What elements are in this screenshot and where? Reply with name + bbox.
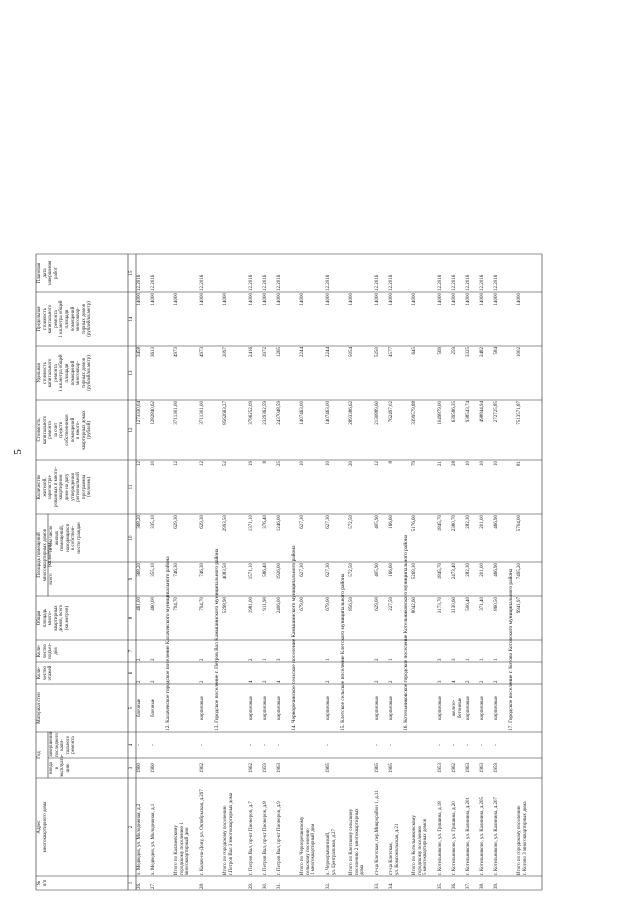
row-res: 405,90: [375, 515, 380, 529]
row-entrances: 3: [452, 658, 457, 661]
row-cost: 1407463,00: [326, 401, 331, 425]
row-max: 14000: [452, 293, 457, 306]
row-total: 461,00: [137, 597, 142, 611]
row-floors: 4: [249, 680, 254, 683]
row-repair: -: [151, 744, 156, 746]
total-row-unit: 4973: [174, 347, 179, 357]
row-floors: 2: [389, 680, 394, 683]
row-entrances: 3: [438, 658, 443, 661]
row-res: 201,00: [480, 515, 485, 529]
row-repair: -: [326, 744, 331, 746]
row-material: кирпичные: [438, 696, 443, 720]
row-repair: -: [137, 744, 142, 746]
total-row-area: 572,50: [349, 563, 354, 577]
row-repair: -: [277, 744, 282, 746]
row-people: 10: [494, 461, 499, 466]
row-total: 794,70: [200, 597, 205, 611]
row-material: кирпичные: [249, 696, 254, 720]
row-max: 14000: [480, 293, 485, 306]
row-year: 1962: [200, 763, 205, 773]
row-address: г. Котельниково, ул. Калинина, д.207: [494, 796, 499, 875]
header-total-area: Общая площадь много- квартирных домов, всего (кв.метров): [37, 604, 70, 632]
row-floors: 2: [480, 680, 485, 683]
row-entrances: 1: [480, 658, 485, 661]
row-area: 1926,00: [277, 563, 282, 580]
total-row-cost: 1407463,00: [300, 401, 305, 425]
row-entrances: 2: [249, 658, 254, 661]
row-year: 1965: [326, 763, 331, 773]
row-material: кирпичные: [277, 696, 282, 720]
row-repair: -: [452, 744, 457, 746]
row-people: 21: [438, 461, 443, 466]
page-number: 5: [12, 449, 24, 455]
row-total: 679,00: [326, 597, 331, 611]
row-year: 1963: [480, 763, 485, 773]
row-repair: -: [389, 744, 394, 746]
section-heading: 12. Калачевское городское поселение Калачевского муниципального района: [165, 556, 171, 731]
total-row-res: 629,30: [174, 515, 179, 529]
total-row-area: 627,30: [300, 563, 305, 577]
total-row-res: 572,50: [349, 515, 354, 529]
row-total: 1981,00: [249, 597, 254, 614]
row-people: 8: [389, 461, 394, 464]
column-number: 9: [129, 577, 134, 581]
row-num: 38.: [480, 882, 485, 889]
header-address: Адрес многоквартирного дома: [37, 801, 48, 853]
row-address: х. Чернорычинский, ул. Центральная, д.27: [326, 828, 337, 875]
row-max: 14000: [466, 293, 471, 306]
header-material: Материал стен: [37, 692, 42, 724]
row-address: х. Медведев, ул. Молодежная, д.2: [137, 803, 142, 875]
header-year-commission: ввода в эксплуата- цию: [49, 754, 71, 777]
row-unit: 4577: [389, 347, 394, 357]
section-heading: 15. Клетское сельское поселение Клетского муниципального района: [340, 573, 346, 731]
row-cost: 498844,94: [480, 401, 485, 423]
row-res: 368,20: [137, 515, 142, 529]
row-total: 860,50: [494, 597, 499, 611]
total-row-res: 5176,60: [412, 515, 417, 532]
total-row-total: 856,50: [349, 597, 354, 611]
row-date: 12.2016: [263, 274, 268, 291]
total-row-total: 679,00: [300, 597, 305, 611]
row-repair: -: [249, 744, 254, 746]
column-number: 6: [129, 671, 134, 675]
row-entrances: 3: [277, 658, 282, 661]
row-floors: 4: [277, 680, 282, 683]
row-people: 8: [263, 461, 268, 464]
total-row-address: Итого по Клетскому сельскому поселению 2 многоквартирных дома: [349, 808, 366, 875]
total-row-res: 627,30: [300, 515, 305, 529]
column-number: 8: [129, 616, 134, 620]
row-cost: 639586,35: [452, 401, 457, 423]
header-premises-area: Площадь помещений многоквартирных домов (кв.метров): [37, 528, 54, 582]
header-cost: Стоимость капитального ремонта за счет средств собственников помещений в много- квартирных домах (рублей): [37, 410, 93, 450]
row-material: кирпичные: [389, 696, 394, 720]
row-material: кирпичные: [263, 696, 268, 720]
row-year: 1960: [137, 763, 142, 773]
row-entrances: 1: [263, 658, 268, 661]
row-max: 14000: [375, 293, 380, 306]
header-entrances: Коли- чество подъез- дов: [37, 642, 59, 660]
total-row-total: 9941,97: [517, 597, 522, 614]
row-res: 1371,10: [249, 515, 254, 532]
row-cost: 1282840,62: [151, 401, 156, 425]
row-num: 28.: [200, 882, 205, 889]
row-total: 371,40: [480, 597, 485, 611]
row-repair: -: [494, 744, 499, 746]
row-date: 12.2016: [389, 274, 394, 291]
row-area: 627,30: [326, 563, 331, 577]
row-material: блочные: [137, 698, 142, 718]
row-num: 39.: [494, 882, 499, 889]
row-year: 1962: [452, 763, 457, 773]
row-floors: 2: [137, 680, 142, 683]
row-date: 12.2016: [438, 274, 443, 291]
row-area: 368,20: [137, 563, 142, 577]
row-address: ст-ца Клетская, ул. Комсомольская, д.21: [389, 823, 400, 875]
row-area: 166,60: [389, 563, 394, 577]
row-date: 12.2016: [375, 274, 380, 291]
header-num: № п/п: [37, 879, 48, 887]
row-entrances: 1: [326, 658, 331, 661]
row-total: 506,40: [466, 597, 471, 611]
row-people: 28: [452, 461, 457, 466]
row-area: 2473,40: [452, 563, 457, 580]
row-repair: -: [438, 744, 443, 746]
row-material: кирпичные: [466, 696, 471, 720]
total-row-unit: 5054: [349, 347, 354, 357]
total-row-people: 12: [174, 461, 179, 466]
row-max: 14000: [494, 293, 499, 306]
row-total: 629,00: [375, 597, 380, 611]
column-number: 3: [129, 766, 134, 770]
row-unit: 1265: [277, 347, 282, 357]
row-area: 746,30: [200, 563, 205, 577]
total-row-people: 52: [223, 461, 228, 466]
header-max-cost: Предельная стоимость капитального ремонта 1 кв.метра общей площади помещений многоквар- тирных домов (рублей/кв.метр): [37, 300, 93, 338]
total-row-total: 8042,60: [412, 597, 417, 614]
row-area: 355,10: [151, 563, 156, 577]
row-total: 2406,00: [277, 597, 282, 614]
row-address: ст-ца Клетская, пер.Микрорайон 1, д.11: [375, 790, 380, 875]
row-max: 14000: [326, 293, 331, 306]
column-number: 13: [129, 370, 134, 376]
row-material: кирпичные: [480, 696, 485, 720]
total-row-area: 5269,30: [412, 563, 417, 580]
header-floors: Коли- чество этажей: [37, 665, 54, 681]
row-max: 14000: [151, 293, 156, 306]
row-repair: -: [375, 744, 380, 746]
total-row-people: 81: [517, 461, 522, 466]
column-number: 12: [129, 427, 134, 433]
total-row-total: 5298,90: [223, 597, 228, 614]
row-material: кирпичные: [200, 696, 205, 720]
column-number: 1: [129, 881, 134, 885]
row-people: 10: [326, 461, 331, 466]
total-row-address: Итого по Черноречинскому сельскому поселению 1 многоквартирный дом: [300, 816, 317, 875]
row-date: 12.2016: [326, 274, 331, 291]
row-max: 14000: [249, 293, 254, 306]
row-unit: 3458: [137, 347, 142, 357]
row-cost: 3796252,09: [249, 401, 254, 425]
row-max: 14000: [389, 293, 394, 306]
section-heading: 13. Городское поселение г. Петров Вал Камышинского муниципального района: [214, 548, 220, 731]
row-repair: -: [480, 744, 485, 746]
row-res: 282,30: [466, 515, 471, 529]
row-address: г. Петров Вал, пр-кт Пионеров, д.9: [277, 801, 282, 875]
row-cost: 272725,85: [494, 401, 499, 423]
row-num: 30.: [263, 882, 268, 889]
total-row-unit: 2097: [223, 347, 228, 357]
row-material: кирпичные: [326, 696, 331, 720]
row-address: г. Котельниково, ул. Калинина, д.201: [466, 796, 471, 875]
row-address: г. Котельниково, ул. Калинина, д.205: [480, 796, 485, 875]
total-row-res: 2993,50: [223, 515, 228, 532]
row-floors: 4: [452, 680, 457, 683]
row-year: 1953: [438, 763, 443, 773]
row-unit: 2482: [480, 347, 485, 357]
row-entrances: 1: [466, 658, 471, 661]
row-entrances: 1: [389, 658, 394, 661]
row-floors: 2: [375, 680, 380, 683]
row-date: 12.2016: [137, 274, 142, 291]
section-heading: 17. Городское поселение г. Котово Котовского муниципального района: [508, 568, 514, 731]
row-num: 36.: [452, 882, 457, 889]
row-unit: 4973: [200, 347, 205, 357]
row-year: 1963: [277, 763, 282, 773]
rotated-register-table: [36, 15, 628, 890]
total-row-address: Итого по городскому поселению г.Петров Вал 3 многоквартирных дома: [223, 792, 234, 875]
row-unit: 3325: [466, 347, 471, 357]
row-num: 35.: [438, 882, 443, 889]
row-year: 1960: [151, 763, 156, 773]
row-cost: 1049879,00: [438, 401, 443, 425]
row-num: 26.: [137, 882, 142, 889]
row-area: 1845,70: [438, 563, 443, 580]
header-year: Год: [37, 751, 42, 759]
row-entrances: 2: [151, 658, 156, 661]
total-row-unit: 1002: [517, 347, 522, 357]
row-people: 25: [277, 461, 282, 466]
row-entrances: 2: [375, 658, 380, 661]
row-area: 282,30: [466, 563, 471, 577]
row-area: 466,90: [494, 563, 499, 577]
row-num: 27.: [151, 882, 156, 889]
row-area: 1571,10: [249, 563, 254, 580]
column-number: 11: [129, 484, 134, 490]
row-date: 12.2016: [466, 274, 471, 291]
total-row-max: 14000: [517, 293, 522, 306]
row-entrances: 2: [137, 658, 142, 661]
row-people: 10: [480, 461, 485, 466]
row-entrances: 1: [494, 658, 499, 661]
row-unit: 5250: [375, 347, 380, 357]
row-total: 3130,60: [452, 597, 457, 614]
total-row-address: Итого по городскому поселению г. Котово 3 многоквартирных дома: [517, 801, 528, 875]
total-row-max: 14000: [174, 293, 179, 306]
header-year-repair: завершения последнего капи- тального ремонта: [49, 732, 77, 757]
row-total: 227,50: [389, 597, 394, 611]
row-address: г. Петров Вал, пр-кт Пионеров, д.8: [263, 801, 268, 875]
row-address: х. Медведев, ул. Молодежная, д.1: [151, 803, 156, 875]
row-res: 335,10: [151, 515, 156, 529]
total-row-total: 794,70: [174, 597, 179, 611]
total-row-people: 20: [349, 461, 354, 466]
total-row-address: Итого по Калачевскому городскому поселению 1 многоквартирный дом: [174, 822, 191, 875]
row-people: 19: [249, 461, 254, 466]
row-repair: -: [200, 744, 205, 746]
row-res: 1246,00: [277, 515, 282, 532]
row-year: 1959: [263, 763, 268, 773]
total-row-unit: 645: [412, 347, 417, 355]
total-row-cost: 2893386,62: [349, 401, 354, 425]
row-res: 629,30: [200, 515, 205, 529]
total-row-people: 79: [412, 461, 417, 466]
row-num: 34.: [389, 882, 394, 889]
column-number: 15: [129, 270, 134, 276]
row-unit: 2244: [326, 347, 331, 357]
row-res: 2380,70: [452, 515, 457, 532]
row-max: 14000: [277, 293, 282, 306]
row-date: 12.2016: [249, 274, 254, 291]
header-area-all: всего: [49, 573, 54, 585]
total-row-max: 14000: [300, 293, 305, 306]
row-people: 12: [200, 461, 205, 466]
total-row-cost: 8562663,27: [223, 401, 228, 425]
row-date: 12.2016: [480, 274, 485, 291]
row-cost: 762497,02: [389, 401, 394, 423]
header-plan-date: Плановая дата завершения работ: [37, 260, 59, 286]
row-res: 376,40: [263, 515, 268, 529]
row-people: 12: [137, 461, 142, 466]
header-area-residential: в том числе жилых помещений, находящихся в собствен- ности граждан: [49, 522, 82, 554]
column-number: 2: [129, 825, 134, 829]
row-repair: -: [263, 744, 268, 746]
row-num: 32.: [326, 882, 331, 889]
row-date: 12.2016: [452, 274, 457, 291]
row-floors: 2: [326, 680, 331, 683]
row-material: блочные: [151, 698, 156, 718]
row-max: 14000: [263, 293, 268, 306]
total-row-unit: 2244: [300, 347, 305, 357]
total-row-res: 5704,00: [517, 515, 522, 532]
total-row-people: 10: [300, 461, 305, 466]
row-max: 14000: [438, 293, 443, 306]
total-row-cost: 3711301,00: [174, 401, 179, 425]
column-number: 5: [129, 706, 134, 710]
row-area: 586,40: [263, 563, 268, 577]
row-people: 12: [375, 461, 380, 466]
row-num: 33.: [375, 882, 380, 889]
row-year: 1965: [375, 763, 380, 773]
row-total: 911,90: [263, 597, 268, 611]
row-material: железо- бетонные: [452, 697, 463, 719]
row-address: г. Котельниково, ул. Гришина, д.18: [438, 801, 443, 875]
row-date: 12.2016: [200, 274, 205, 291]
total-row-cost: 3399579,88: [412, 401, 417, 425]
row-entrances: 2: [200, 658, 205, 661]
column-number: 10: [129, 535, 134, 541]
total-row-max: 14000: [349, 293, 354, 306]
row-unit: 2416: [249, 347, 254, 357]
row-address: г. Петров Вал, пр-кт Пионеров, д.7: [249, 801, 254, 875]
row-res: 627,30: [326, 515, 331, 529]
row-res: 1845,70: [438, 515, 443, 532]
row-cost: 2437048,59: [277, 401, 282, 425]
row-cost: 2329362,59: [263, 401, 268, 425]
total-row-max: 14000: [412, 293, 417, 306]
row-address: г. Калач-на-Дону, ул. Октябрьская, д.297: [200, 789, 205, 875]
row-num: 31.: [277, 882, 282, 889]
total-row-cost: 7513571,87: [517, 401, 522, 425]
row-floors: 2: [263, 680, 268, 683]
total-row-area: 7495,20: [517, 563, 522, 580]
row-date: 12.2016: [151, 274, 156, 291]
row-unit: 3613: [151, 347, 156, 357]
row-address: г. Котельниково, ул. Гришина, д.20: [452, 801, 457, 875]
header-unit-cost: Удельная стоимость капитального ремонта 1 кв.метра общей площади помещений многоквар- тирных домов (рублей/кв.метр): [37, 354, 93, 392]
row-repair: -: [466, 744, 471, 746]
row-res: 466,90: [494, 515, 499, 529]
row-cost: 1273330,04: [137, 401, 142, 425]
total-row-area: 746,30: [174, 563, 179, 577]
section-heading: 16. Котельниковское городское поселение Котельниковского муниципального района: [403, 534, 409, 731]
row-floors: 2: [151, 680, 156, 683]
row-num: 29.: [249, 882, 254, 889]
section-heading: 14. Черноречинское сельское поселение Камышинского муниципального района: [291, 545, 297, 731]
row-date: 12.2016: [277, 274, 282, 291]
row-max: 14000: [137, 293, 142, 306]
row-year: 1965: [389, 763, 394, 773]
header-residents: Количество жителей, зарегистри- рованных в много- квартирном доме на дату утверждения региональной программы (человек): [37, 466, 93, 508]
column-number: 4: [129, 743, 134, 747]
row-cost: 3711301,00: [200, 401, 205, 425]
total-row-address: Итого по Котельниковскому городскому поселению 5 многоквартирных домов: [412, 815, 429, 875]
row-unit: 569: [438, 347, 443, 355]
row-date: 12.2016: [494, 274, 499, 291]
row-unit: 3972: [263, 347, 268, 357]
row-total: 460,00: [151, 597, 156, 611]
row-year: 1959: [494, 763, 499, 773]
row-year: 1963: [466, 763, 471, 773]
row-floors: 2: [466, 680, 471, 683]
row-area: 405,90: [375, 563, 380, 577]
row-cost: 2130889,60: [375, 401, 380, 425]
row-total: 3173,70: [438, 597, 443, 614]
row-people: 10: [466, 461, 471, 466]
row-floors: 2: [494, 680, 499, 683]
row-people: 10: [151, 461, 156, 466]
row-material: кирпичные: [494, 696, 499, 720]
row-unit: 584: [494, 347, 499, 355]
row-res: 166,60: [389, 515, 394, 529]
column-number: 14: [129, 316, 134, 322]
row-area: 201,00: [480, 563, 485, 577]
row-material: кирпичные: [375, 696, 380, 720]
row-cost: 938543,74: [466, 401, 471, 423]
row-year: 1962: [249, 763, 254, 773]
row-num: 37.: [466, 882, 471, 889]
row-floors: 3: [438, 680, 443, 683]
total-row-max: 14000: [223, 293, 228, 306]
row-max: 14000: [200, 293, 205, 306]
column-number: 7: [129, 649, 134, 653]
total-row-area: 4083,50: [223, 563, 228, 580]
row-floors: 2: [200, 680, 205, 683]
row-unit: 259: [452, 347, 457, 355]
